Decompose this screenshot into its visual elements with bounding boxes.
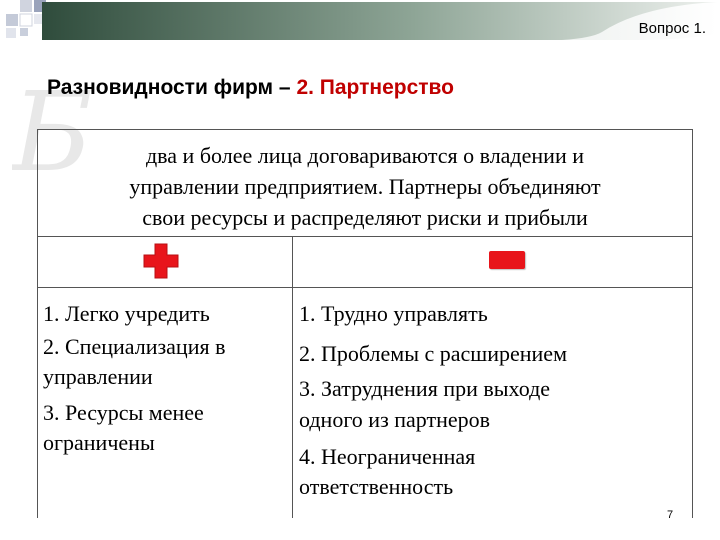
pros-item: 1. Легко учредить	[43, 301, 210, 326]
slide-title-main: Разновидности фирм –	[47, 76, 297, 99]
cons-item: 4. Неограниченная	[299, 444, 476, 469]
page-number: 7	[667, 509, 674, 521]
question-label: Вопрос 1.	[638, 20, 706, 37]
pros-item: ограничены	[43, 430, 155, 455]
plus-icon	[143, 243, 179, 279]
svg-text:Б: Б	[12, 68, 93, 196]
cons-item: одного из партнеров	[299, 407, 491, 432]
definition-line: два и более лица договариваются о владении и	[145, 143, 584, 168]
slide-title	[47, 76, 454, 100]
definition-box	[37, 129, 693, 237]
table-header-divider	[37, 287, 693, 288]
table-border-right	[692, 236, 693, 518]
cons-item: ответственность	[299, 474, 454, 499]
pros-item: 3. Ресурсы менее	[43, 400, 204, 425]
minus-icon	[489, 251, 525, 269]
table-divider-center	[292, 236, 293, 518]
table-border-left	[37, 236, 38, 518]
definition-text	[38, 140, 692, 233]
pros-list	[43, 297, 287, 459]
cons-list	[299, 297, 689, 503]
cons-item: 2. Проблемы с расширением	[299, 341, 567, 366]
cons-item: 3. Затруднения при выходе	[299, 376, 551, 401]
pros-item: управлении	[43, 364, 153, 389]
definition-line: свои ресурсы и распределяют риски и прибыли	[142, 205, 588, 230]
pros-item: 2. Специализация в	[43, 334, 226, 359]
slide-title-accent: 2. Партнерство	[296, 76, 455, 99]
header-band	[42, 2, 717, 43]
definition-line: управлении предприятием. Партнеры объединяют	[129, 174, 601, 199]
cons-item: 1. Трудно управлять	[299, 301, 488, 326]
